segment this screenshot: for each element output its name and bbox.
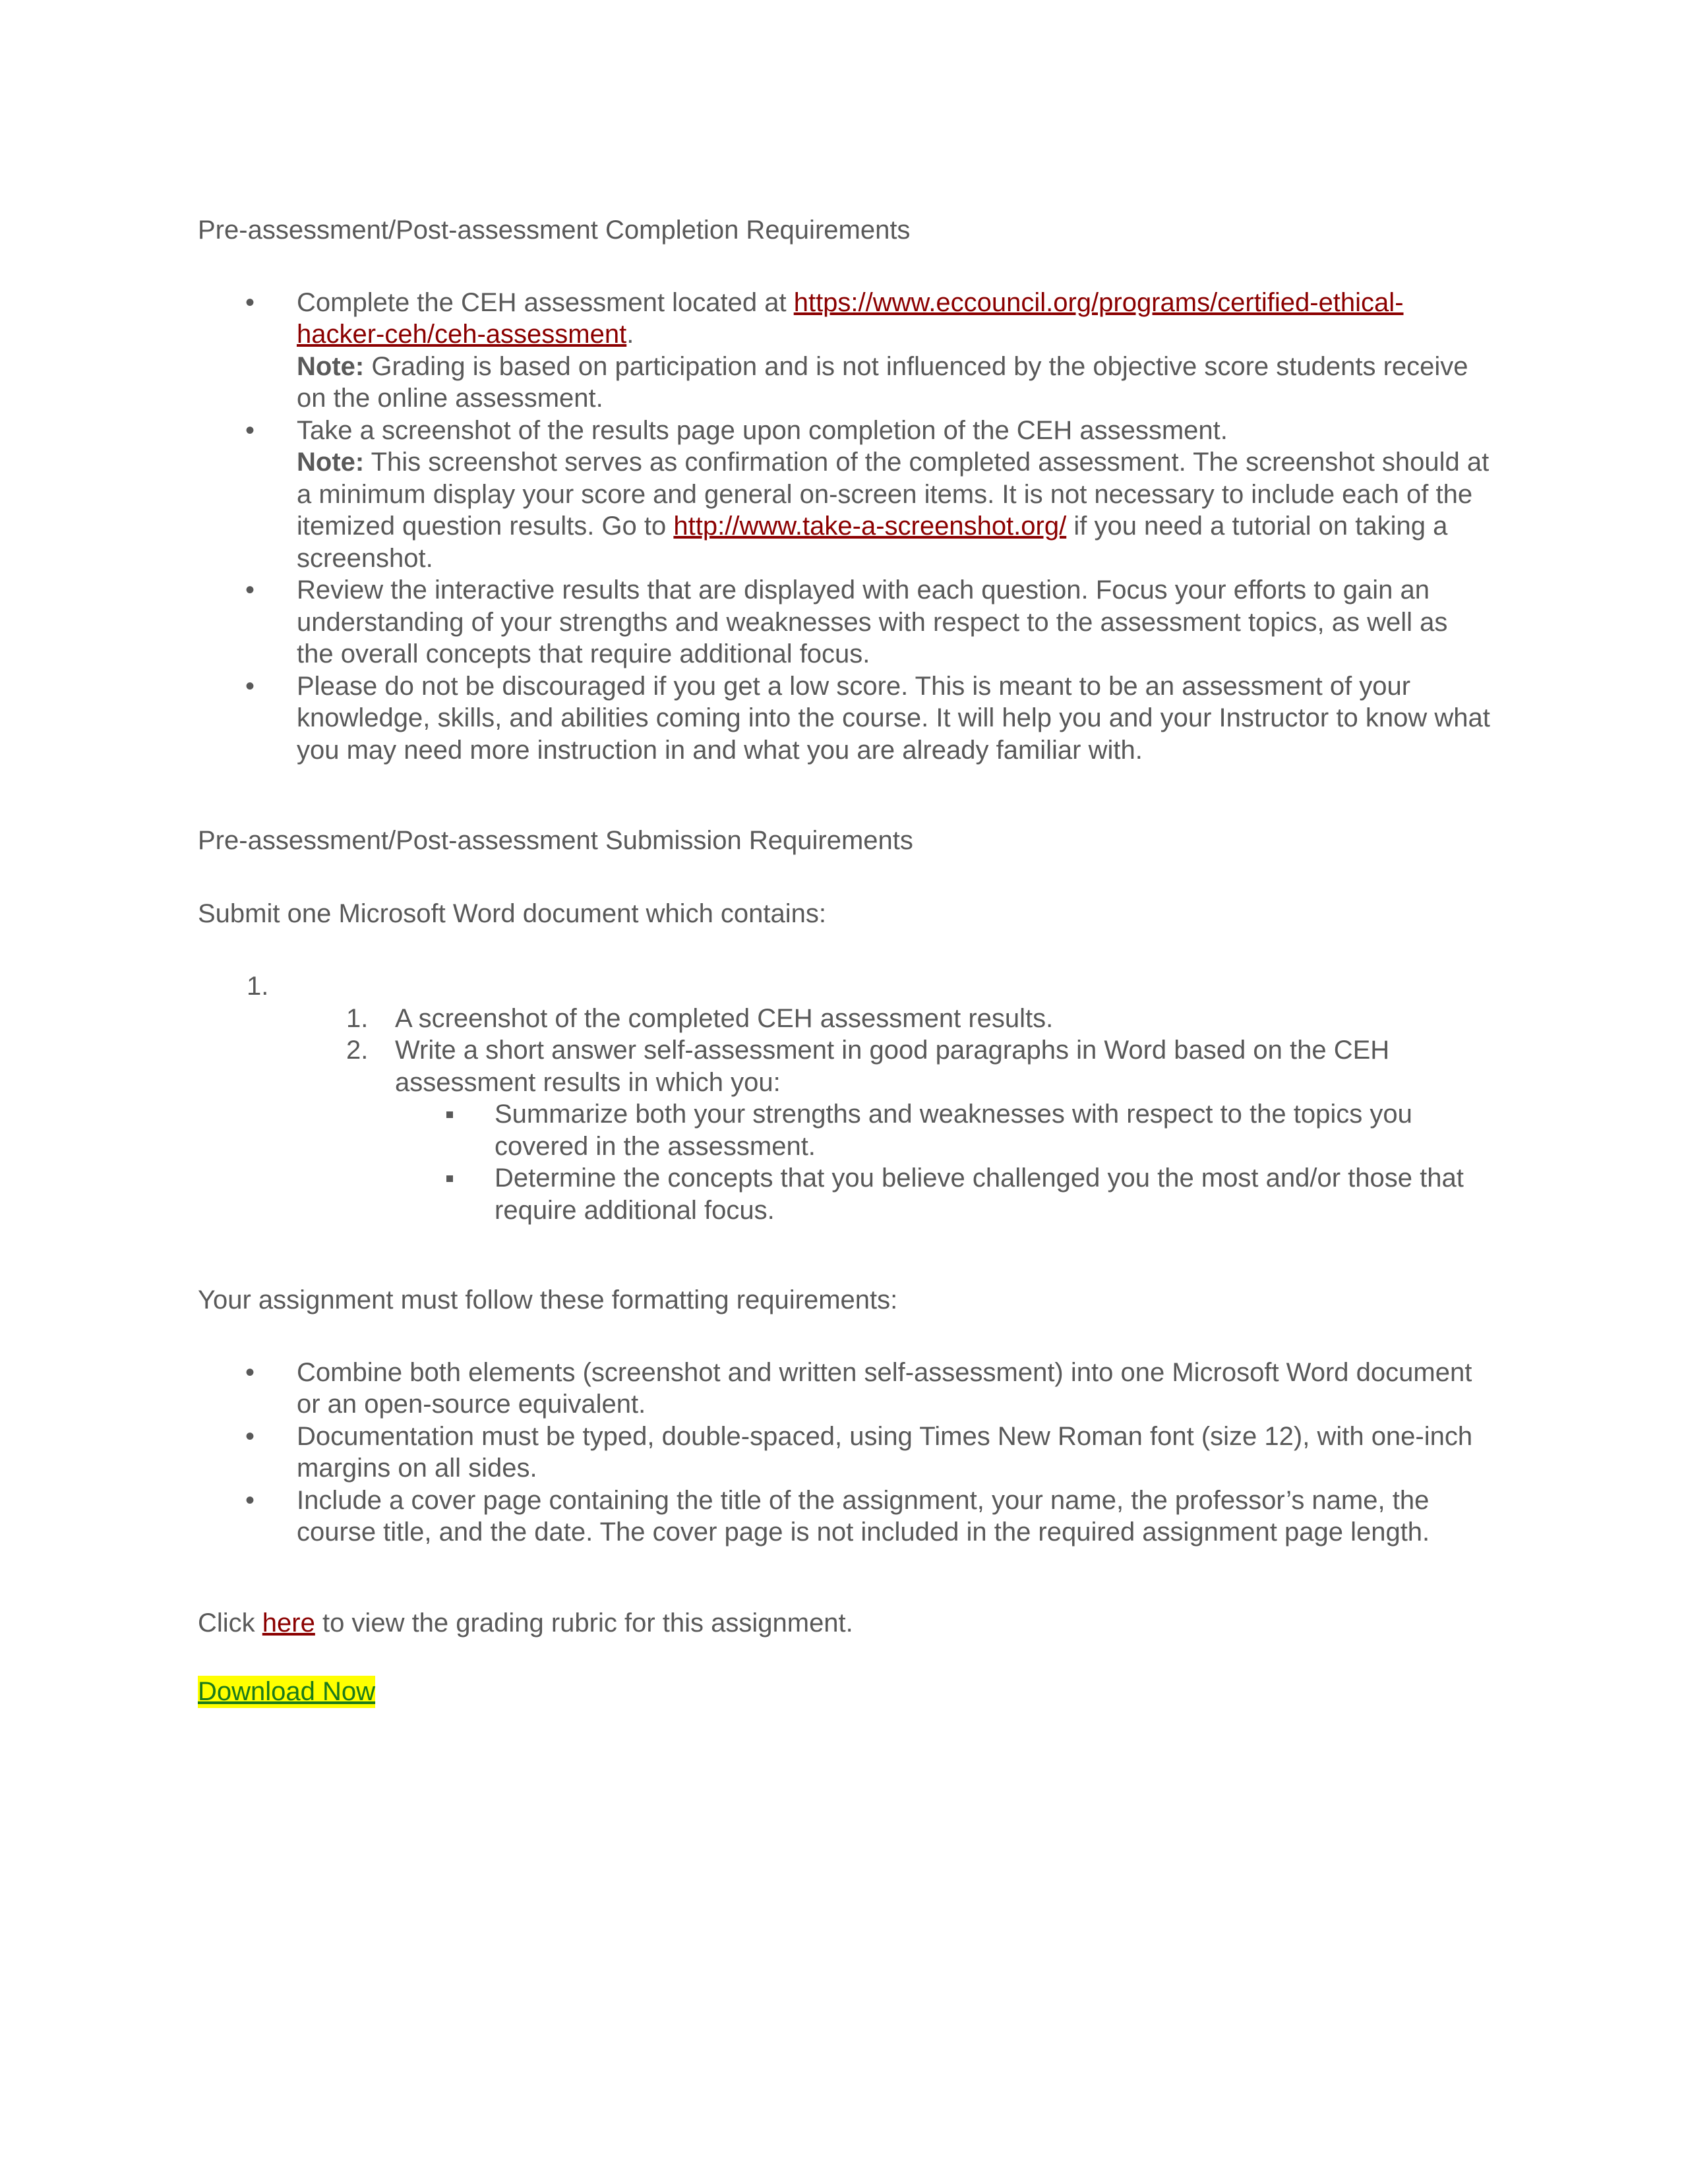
list-item-text: Determine the concepts that you believe challenged you the most and/or those that require additional focus. [495, 1164, 1464, 1225]
list-item [198, 1098, 1490, 1162]
bullet-icon: • [245, 415, 255, 445]
list-item-text: Complete the CEH assessment located at [297, 287, 794, 317]
bullet-icon: • [245, 1357, 255, 1387]
rubric-here-link[interactable]: here [262, 1608, 315, 1638]
list-item-text: Combine both elements (screenshot and written self-assessment) into one Microsoft Word document or an open-source equivalent. [297, 1357, 1472, 1419]
bullet-icon: • [245, 576, 255, 605]
completion-requirements-list [198, 287, 1490, 767]
completion-requirements-heading: Pre-assessment/Post-assessment Completion Requirements [198, 216, 911, 245]
submission-intro: Submit one Microsoft Word document which contains: [198, 899, 827, 928]
list-item [198, 574, 1490, 670]
list-item: • Complete the CEH assessment located at https://www.eccouncil.org/programs/certified-ethical- hacker-ceh/ceh-assessment. Note: Grading is based on participation and is not influenced by the objective score students receive on the online assessment. [245, 287, 1468, 413]
take-a-screenshot-link[interactable]: http://www.take-a-screenshot.org/ [673, 512, 1067, 541]
list-item-text: Take a screenshot of the results page upon completion of the CEH assessment. [297, 415, 1228, 445]
list-item [198, 1003, 1490, 1035]
list-item-text: Review the interactive results that are displayed with each question. Focus your efforts to gain an understanding of your strengths and weaknesses with respect to the assessment topics, as well as the overall concepts that require additional focus. [297, 576, 1448, 668]
bullet-icon: • [245, 1421, 255, 1451]
list-item [198, 1162, 1490, 1226]
list-item-text: Documentation must be typed, double-spaced, using Times New Roman font (size 12), with one-inch margins on all sides. [297, 1421, 1473, 1483]
list-item-text: Please do not be discouraged if you get a low score. This is meant to be an assessment of your knowledge, skills, and abilities coming into the course. It will help you and your Instructor to know what you may need more instruction in and what you are already familiar with. [297, 671, 1490, 765]
list-item-text: Summarize both your strengths and weaknesses with respect to the topics you covered in the assessment. [495, 1100, 1412, 1161]
square-bullet-icon [446, 1175, 453, 1182]
list-item-text: A screenshot of the completed CEH assessment results. [395, 1003, 1054, 1033]
submission-requirements-heading: Pre-assessment/Post-assessment Submission Requirements [198, 826, 913, 855]
rubric-line: Click here to view the grading rubric for this assignment. [198, 1608, 853, 1638]
item-number: 2. [346, 1036, 369, 1065]
item-number: 1. [346, 1003, 369, 1033]
bullet-icon: • [245, 287, 255, 317]
ceh-assessment-link[interactable]: https://www.eccouncil.org/programs/certified-ethical- hacker-ceh/ceh-assessment [297, 287, 1404, 349]
bullet-icon: • [245, 1485, 255, 1515]
list-item [198, 1034, 1490, 1098]
outer-number: 1. [247, 972, 269, 1001]
list-item: • Take a screenshot of the results page upon completion of the CEH assessment. Note: This screenshot serves as confirmation of the completed assessment. The screenshot should at a minimum display your score and general on-screen items. It is not necessary to include each of the itemized question results. Go to http://www.take-a-screenshot.org/ if you need a tutorial on taking a screenshot. [245, 415, 1490, 573]
list-item-text: Write a short answer self-assessment in good paragraphs in Word based on the CEH assessment results in which you: [395, 1036, 1390, 1097]
list-item [198, 1485, 1490, 1549]
note-label: Note: [297, 351, 365, 381]
note-text: This screenshot serves as confirmation of the completed assessment. The screenshot should at a minimum display your score and general on-screen items. It is not necessary to include each of the itemized question results. Go to [297, 448, 1490, 541]
list-item [198, 1357, 1490, 1421]
square-bullet-icon [446, 1111, 453, 1118]
note-text: Grading is based on participation and is not influenced by the objective score students receive on the online assessment. [297, 351, 1468, 413]
formatting-requirements-heading: Your assignment must follow these formatting requirements: [198, 1285, 898, 1314]
self-assessment-sublist [198, 1098, 1490, 1226]
list-item [198, 1421, 1490, 1485]
document-page [198, 214, 1490, 1708]
list-item-text: Include a cover page containing the title of the assignment, your name, the professor’s name, the course title, and the date. The cover page is not included in the required assignment page length. [297, 1485, 1430, 1547]
formatting-requirements-list [198, 1357, 1490, 1549]
submission-items-list [198, 1003, 1490, 1099]
note-label: Note: [297, 448, 365, 477]
bullet-icon: • [245, 671, 255, 701]
download-now-link[interactable]: Download Now [198, 1676, 375, 1708]
outer-numbered-item [198, 970, 1490, 1003]
list-item [198, 670, 1490, 767]
